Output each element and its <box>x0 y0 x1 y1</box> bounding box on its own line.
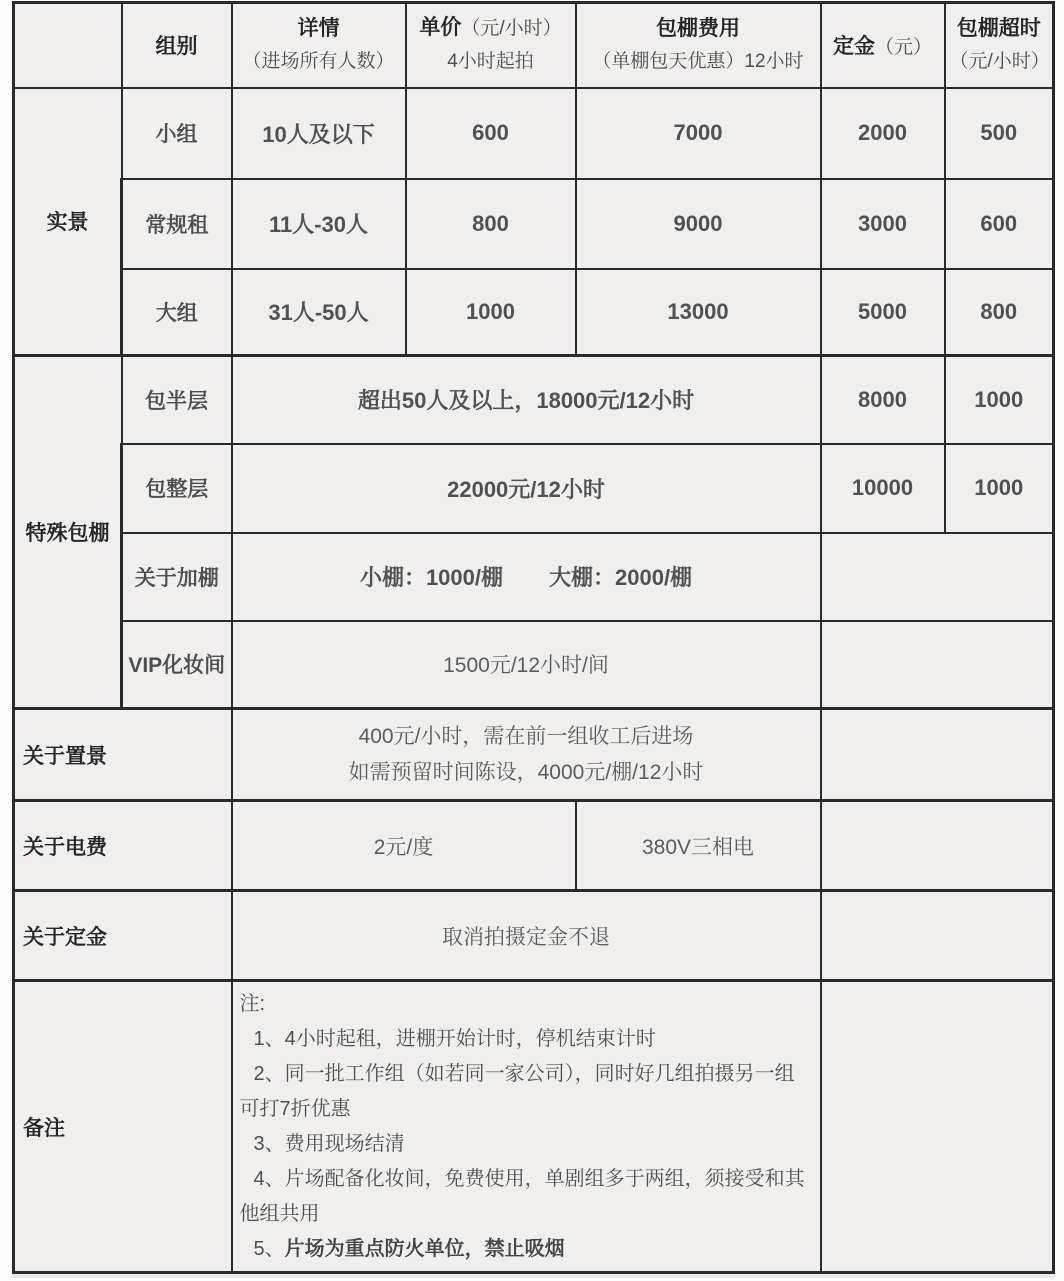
cell-deposit: 3000 <box>821 179 945 269</box>
header-category-cell <box>14 3 122 88</box>
header-detail-sub: （进场所有人数） <box>242 50 395 72</box>
header-deposit-main: 定金 <box>832 35 875 59</box>
header-deposit-paren: （元） <box>874 37 932 59</box>
extra-shed-big: 大棚：2000/棚 <box>549 565 693 590</box>
note-item-2: 2、同一批工作组（如若同一家公司），同时好几组拍摄另一组可打7折优惠 <box>239 1063 795 1120</box>
cell-deposit: 8000 <box>821 356 945 444</box>
label-electricity: 关于电费 <box>14 801 232 891</box>
cell-overtime: 800 <box>945 269 1054 356</box>
row-vip-room <box>14 621 1054 709</box>
header-detail <box>232 3 406 88</box>
note-item-5-prefix: 5、 <box>253 1238 285 1260</box>
set-design-line1: 400元/小时，需在前一组收工后进场 <box>358 724 694 748</box>
row-half-floor <box>14 356 1054 444</box>
header-price-paren: （元/小时） <box>461 18 562 40</box>
header-package-main: 包棚费用 <box>656 16 740 40</box>
cell-group: 关于加棚 <box>122 533 232 621</box>
cell-detail: 22000元/12小时 <box>232 444 821 533</box>
cell-deposit-rule-content: 取消拍摄定金不退 <box>232 891 821 981</box>
header-price-main: 单价 <box>419 16 462 40</box>
cell-empty <box>821 621 1054 709</box>
cell-empty <box>821 801 1054 891</box>
note-item-5 <box>240 1232 810 1267</box>
cell-detail <box>232 533 821 621</box>
cell-group: 大组 <box>122 269 232 356</box>
row-electricity <box>14 801 1054 891</box>
row-large-group <box>14 269 1054 356</box>
header-overtime-sub: （元/小时） <box>949 50 1050 72</box>
label-set-design: 关于置景 <box>14 709 232 801</box>
header-package <box>576 3 821 88</box>
label-notes: 备注 <box>14 981 232 1273</box>
cell-overtime: 600 <box>945 179 1054 269</box>
note-item-5-text: 片场为重点防火单位，禁止吸烟 <box>284 1238 565 1260</box>
header-package-sub: （单棚包天优惠）12小时 <box>592 50 804 72</box>
cell-group: 包半层 <box>122 356 232 444</box>
row-regular-group <box>14 179 1054 269</box>
cell-electricity-voltage: 380V三相电 <box>576 801 821 891</box>
cell-deposit: 2000 <box>821 88 945 179</box>
extra-shed-small: 小棚：1000/棚 <box>359 565 503 590</box>
row-deposit-rule <box>14 891 1054 981</box>
row-extra-shed <box>14 533 1054 621</box>
cell-overtime: 500 <box>945 88 1054 179</box>
note-item-3: 3、费用现场结清 <box>253 1133 405 1155</box>
section-label-real-scene: 实景 <box>14 88 122 356</box>
cell-empty <box>821 891 1054 981</box>
cell-empty <box>821 709 1054 801</box>
header-detail-main: 详情 <box>297 16 340 40</box>
cell-set-design-content <box>232 709 821 801</box>
cell-detail: 1500元/12小时/间 <box>232 621 821 709</box>
cell-price: 600 <box>406 88 576 179</box>
header-overtime <box>945 3 1054 88</box>
note-item-4: 4、片场配备化妆间，免费使用，单剧组多于两组，须接受和其他组共用 <box>239 1168 805 1225</box>
header-overtime-main: 包棚超时 <box>956 16 1041 40</box>
set-design-line2: 如需预留时间陈设，4000元/棚/12小时 <box>348 760 704 784</box>
cell-notes-content <box>232 981 821 1273</box>
cell-group: 包整层 <box>122 444 232 533</box>
header-price <box>406 3 576 88</box>
cell-group: 小组 <box>122 88 232 179</box>
cell-overtime: 1000 <box>945 356 1054 444</box>
row-notes <box>14 981 1054 1273</box>
header-group: 组别 <box>122 3 232 88</box>
note-item-1: 1、4小时起租，进棚开始计时，停机结束计时 <box>253 1028 656 1050</box>
cell-price: 1000 <box>406 269 576 356</box>
header-row <box>14 3 1054 88</box>
cell-package: 13000 <box>576 269 821 356</box>
cell-group: 常规租 <box>122 179 232 269</box>
row-set-design <box>14 709 1054 801</box>
row-small-group <box>14 88 1054 179</box>
header-price-sub: 4小时起拍 <box>447 51 534 73</box>
cell-detail: 超出50人及以上，18000元/12小时 <box>232 356 821 444</box>
header-deposit <box>821 3 945 88</box>
row-whole-floor <box>14 444 1054 533</box>
cell-price: 800 <box>406 179 576 269</box>
notes-intro: 注: <box>239 993 266 1015</box>
cell-group: VIP化妆间 <box>122 621 232 709</box>
cell-empty <box>821 981 1054 1273</box>
label-deposit-rule: 关于定金 <box>14 891 232 981</box>
cell-overtime: 1000 <box>945 444 1054 533</box>
cell-detail: 31人-50人 <box>232 269 406 356</box>
cell-detail: 10人及以下 <box>232 88 406 179</box>
pricing-table <box>12 1 1055 1274</box>
cell-deposit: 10000 <box>821 444 945 533</box>
cell-package: 7000 <box>576 88 821 179</box>
cell-detail: 11人-30人 <box>232 179 406 269</box>
cell-deposit: 5000 <box>821 269 945 356</box>
cell-empty <box>821 533 1054 621</box>
cell-package: 9000 <box>576 179 821 269</box>
cell-electricity-price: 2元/度 <box>232 801 576 891</box>
section-label-special: 特殊包棚 <box>14 356 122 709</box>
